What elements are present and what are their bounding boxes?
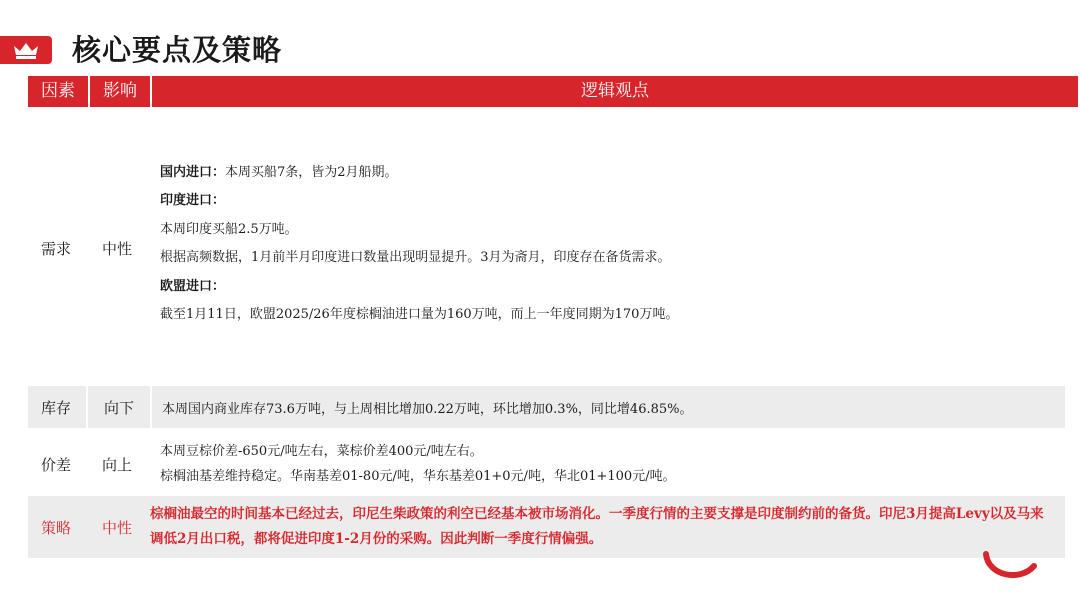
line-text: 根据高频数据，1月前半月印度进口数量出现明显提升。3月为斋月，印度存在备货需求。 [160,250,671,265]
impact-label: 向上 [101,455,132,474]
line-text: 截至1月11日，欧盟2025/26年度棕榈油进口量为160万吨，而上一年度同期为170万吨。 [160,307,679,322]
impact-label: 中性 [101,239,132,258]
crown-icon [12,40,40,60]
factor-cell [28,496,84,558]
logic-line [160,301,678,330]
logic-cell [150,432,1065,496]
impact-cell [86,432,148,496]
logic-line [160,187,678,216]
factor-cell [28,432,84,496]
logic-line [160,244,678,273]
table-row-inventory [28,386,1065,428]
line-heading: 国内进口： [160,164,226,180]
factor-label: 策略 [40,518,71,537]
line-text: 本周买船7条，皆为2月船期。 [225,164,398,180]
line-heading: 欧盟进口： [160,278,226,294]
header-impact: 影响 [90,76,150,107]
impact-cell [86,386,150,428]
swoosh-logo-icon [982,548,1042,588]
line-text: 本周印度买船2.5万吨。 [160,221,298,237]
logic-line [160,159,678,188]
logic-line [160,216,678,245]
header-logic: 逻辑观点 [152,76,1078,107]
table-row-demand [28,114,1065,382]
logic-cell [150,496,1065,558]
logic-cell [150,386,1065,428]
impact-label: 向下 [103,398,134,417]
factor-label: 需求 [40,239,71,258]
demand-logic-lines [160,159,678,330]
header-factor: 因素 [28,76,88,107]
table-row-strategy [28,496,1065,558]
strategy-logic-text: 棕榈油最空的时间基本已经过去，印尼生柴政策的利空已经基本被市场消化。一季度行情的主要支撑是印度制约前的备货。印尼3月提高Levy以及马来调低2月出口税，都将促进印度1-2月份的采购。因此判断一季度行情偏强。 [150,506,1044,547]
spread-logic-lines [160,439,676,489]
logic-line: 本周豆棕价差-650元/吨左右，菜棕价差400元/吨左右。 [160,444,483,459]
factor-label: 价差 [40,455,71,474]
impact-label: 中性 [101,518,132,537]
factor-cell [28,386,84,428]
factor-cell [28,114,84,382]
inventory-logic-text: 本周国内商业库存73.6万吨，与上周相比增加0.22万吨，环比增加0.3%，同比增46.85%。 [162,401,693,417]
page-title: 核心要点及策略 [72,33,283,67]
logic-cell [150,114,1065,382]
line-heading: 印度进口： [160,193,226,208]
factor-label: 库存 [40,398,71,417]
logic-line [160,273,678,302]
crown-logo [0,36,52,64]
impact-cell [86,114,148,382]
logic-line: 棕榈油基差维持稳定。华南基差01-80元/吨，华东基差01+0元/吨，华北01+100元/吨。 [160,469,676,484]
table-row-spread [28,432,1065,496]
impact-cell [86,496,148,558]
